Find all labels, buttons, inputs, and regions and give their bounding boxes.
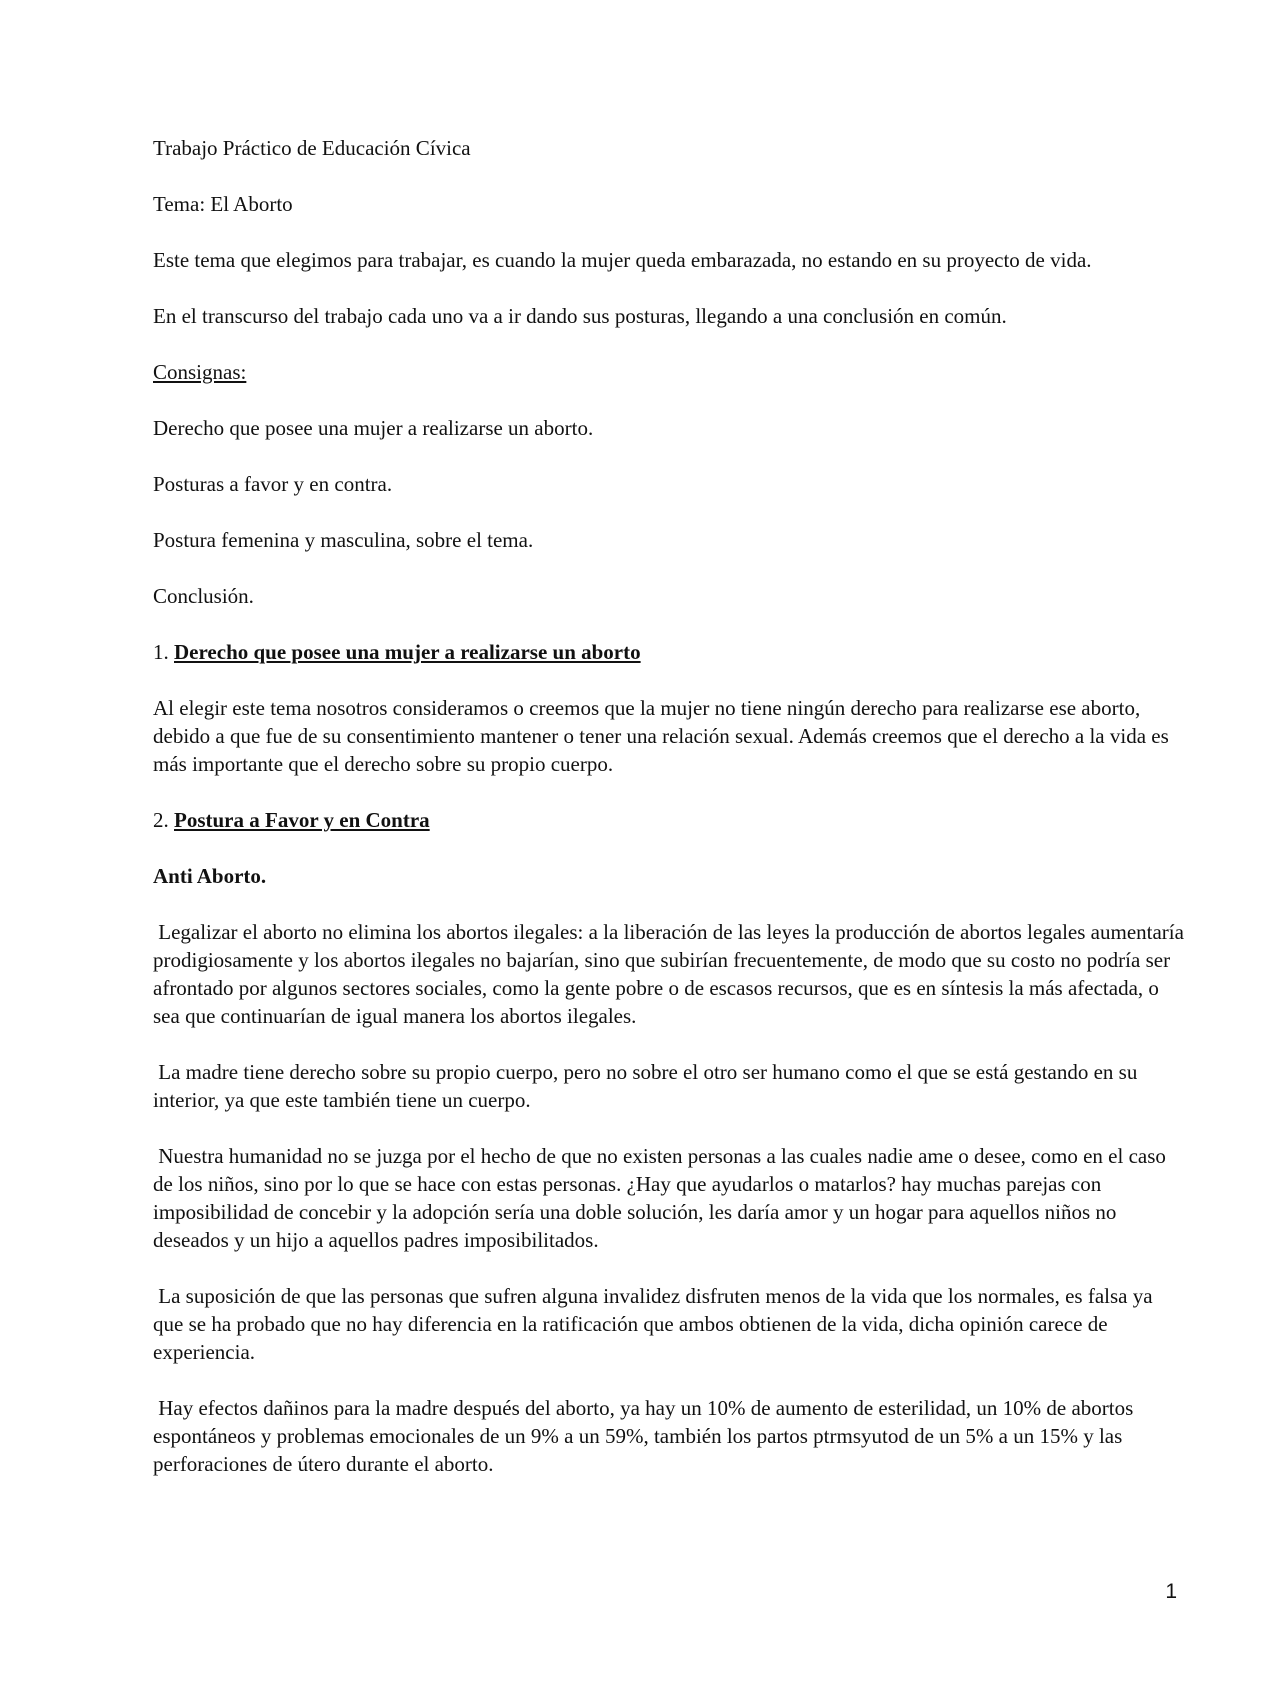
consigna-item: Derecho que posee una mujer a realizarse un aborto.: [153, 416, 594, 440]
section-2-paragraph: Nuestra humanidad no se juzga por el hecho de que no existen personas a las cuales nadie ame o desee, como en el caso de los niños, sino por lo que se hace con estas personas. ¿Hay que ayudarlos o matarlos? hay muchas parejas con imposibilidad de concebir y la adopción sería una doble solución, les daría amor y un hogar para aquellos niños no deseados y un hijo a aquellos padres imposibilitados.: [153, 1144, 1172, 1252]
document-theme: Tema: El Aborto: [153, 192, 293, 216]
consigna-item: Conclusión.: [153, 584, 254, 608]
consignas-heading: Consignas:: [153, 360, 247, 384]
section-2-paragraph: La suposición de que las personas que sufren alguna invalidez disfruten menos de la vida que los normales, es falsa ya que se ha probado que no hay diferencia en la ratificación que ambos obtienen de la vida, dicha opinión carece de experiencia.: [153, 1284, 1158, 1364]
section-2-paragraph: Legalizar el aborto no elimina los abortos ilegales: a la liberación de las leyes la producción de abortos legales aumentaría prodigiosamente y los abortos ilegales no bajarían, sino que subirían frecuentemente, de modo que su costo no podría ser afrontado por algunos sectores sociales, como la gente pobre o de escasos recursos, que es en síntesis la más afectada, o sea que continuarían de igual manera los abortos ilegales.: [153, 920, 1190, 1028]
section-2-paragraph: La madre tiene derecho sobre su propio cuerpo, pero no sobre el otro ser humano como el que se está gestando en su interior, ya que este también tiene un cuerpo.: [153, 1060, 1143, 1112]
section-1-body: Al elegir este tema nosotros consideramos o creemos que la mujer no tiene ningún derecho para realizarse ese aborto, debido a que fue de su consentimiento mantener o tener una relación sexual. Además creemos que el derecho a la vida es más importante que el derecho sobre su propio cuerpo.: [153, 696, 1169, 776]
section-2-number: 2.: [153, 808, 169, 832]
section-2-title: Postura a Favor y en Contra: [174, 808, 430, 832]
section-2-paragraph: Hay efectos dañinos para la madre después del aborto, ya hay un 10% de aumento de esterilidad, un 10% de abortos espontáneos y problemas emocionales de un 9% a un 59%, también los partos ptrmsyutod de un 5% a un 15% y las perforaciones de útero durante el aborto.: [153, 1396, 1139, 1476]
section-2-subheading: Anti Aborto.: [153, 864, 267, 888]
document-title: Trabajo Práctico de Educación Cívica: [153, 136, 471, 160]
section-2-heading: [153, 806, 1188, 834]
section-1-title: Derecho que posee una mujer a realizarse un aborto: [174, 640, 641, 664]
intro-paragraph-1: Este tema que elegimos para trabajar, es cuando la mujer queda embarazada, no estando en su proyecto de vida.: [153, 248, 1092, 272]
section-1-heading: [153, 638, 1188, 666]
intro-paragraph-2: En el transcurso del trabajo cada uno va a ir dando sus posturas, llegando a una conclusión en común.: [153, 304, 1007, 328]
document-body: [153, 134, 1188, 1506]
consigna-item: Posturas a favor y en contra.: [153, 472, 393, 496]
page-number: 1: [1165, 1580, 1177, 1603]
section-1-number: 1.: [153, 640, 169, 664]
consigna-item: Postura femenina y masculina, sobre el tema.: [153, 528, 534, 552]
